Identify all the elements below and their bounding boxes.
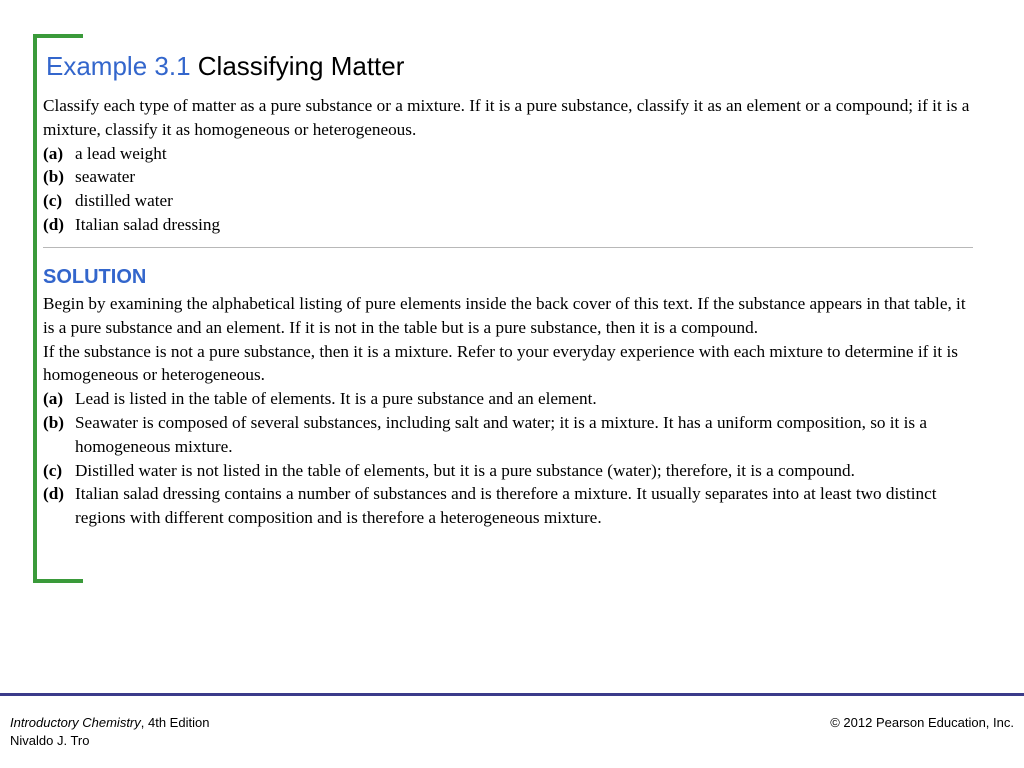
solution-item-letter: (d) (43, 484, 65, 504)
problem-item-letter: (b) (43, 167, 65, 187)
solution-paragraph-2: If the substance is not a pure substance, then it is a mixture. Refer to your everyday experience with each mixture to determine if it is homogeneous or heterogeneous. (43, 341, 958, 385)
solution-heading: SOLUTION (43, 266, 147, 288)
footer-author: Nivaldo J. Tro (10, 733, 90, 748)
footer-edition: , 4th Edition (140, 715, 210, 730)
problem-item-letter: (c) (43, 191, 63, 211)
problem-item-text: distilled water (75, 191, 173, 211)
problem-item-a (43, 142, 973, 166)
example-title (46, 50, 404, 82)
problem-intro: Classify each type of matter as a pure substance or a mixture. If it is a pure substance, classify it as an element or a compound; if it is a mixture, classify it as homogeneous or heterogeneous. (43, 96, 970, 139)
problem-item-text: Italian salad dressing (75, 214, 221, 234)
problem-item-letter: (a) (43, 143, 64, 163)
solution-item-d (43, 482, 973, 530)
solution-item-c (43, 459, 973, 483)
problem-item-text: a lead weight (75, 143, 167, 163)
footer-book-title: Introductory Chemistry (10, 715, 141, 730)
problem-item-letter: (d) (43, 214, 65, 234)
solution-body (43, 292, 973, 530)
problem-item-c (43, 189, 973, 213)
solution-item-letter: (c) (43, 460, 63, 480)
problem-item-d (43, 213, 973, 237)
problem-statement (43, 94, 973, 237)
solution-item-letter: (b) (43, 412, 65, 432)
solution-item-text: Italian salad dressing contains a number of substances and is therefore a mixture. It usually separates into at least two distinct regions with different composition and is therefore a heterogeneous mixture. (75, 484, 937, 528)
solution-item-text: Lead is listed in the table of elements. It is a pure substance and an element. (75, 389, 597, 409)
problem-item-b (43, 165, 973, 189)
problem-item-text: seawater (75, 167, 136, 187)
footer-credits (10, 714, 209, 750)
solution-paragraph-1: Begin by examining the alphabetical listing of pure elements inside the back cover of this text. If the substance appears in that table, it is a pure substance and an element. If it is not in the table but is a pure substance, then it is a compound. (43, 294, 966, 337)
section-divider (43, 247, 973, 248)
example-title-text: Classifying Matter (197, 51, 405, 81)
solution-item-text: Seawater is composed of several substances, including salt and water; it is a mixture. It has a uniform composition, so it is a homogeneous mixture. (75, 412, 928, 456)
footer-copyright: © 2012 Pearson Education, Inc. (830, 715, 1014, 730)
solution-item-letter: (a) (43, 389, 64, 409)
solution-item-text: Distilled water is not listed in the table of elements, but it is a pure substance (water); therefore, it is a compound. (75, 460, 855, 480)
example-number: Example 3.1 (46, 51, 191, 81)
solution-item-a (43, 387, 973, 411)
solution-item-b (43, 411, 973, 459)
footer-rule (0, 693, 1024, 696)
